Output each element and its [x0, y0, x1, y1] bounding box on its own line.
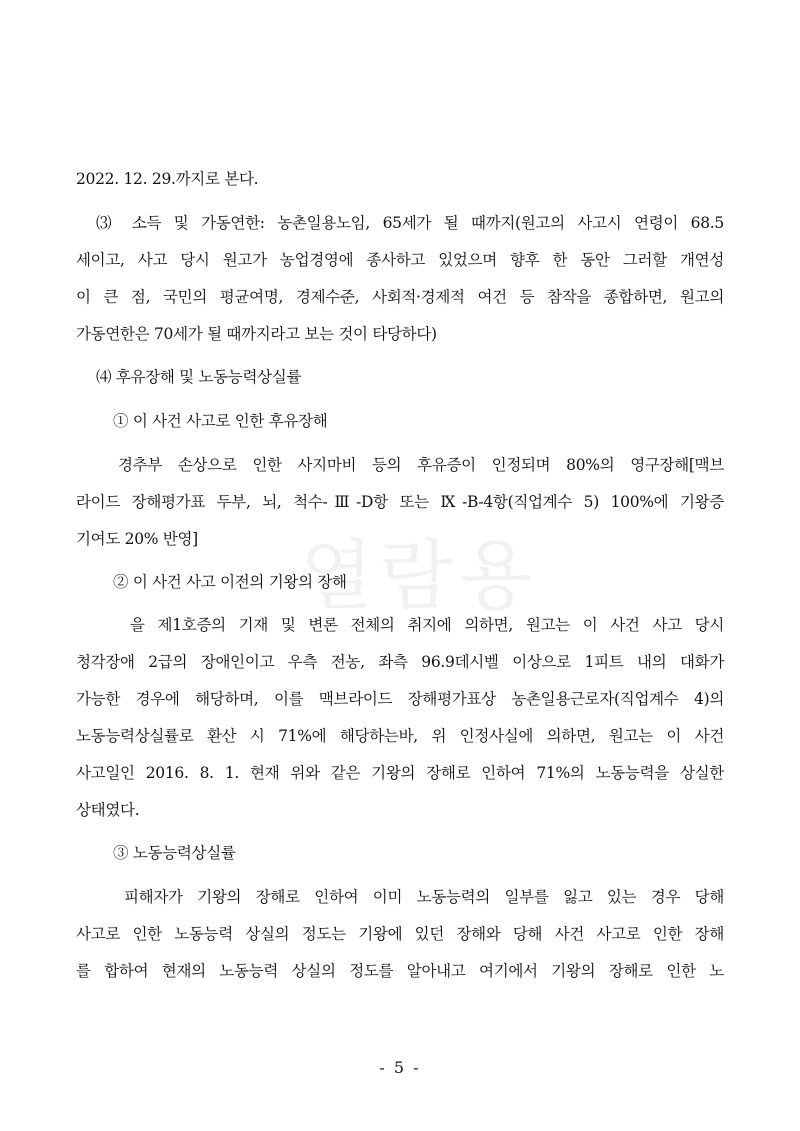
text-line: 청각장애 2급의 장애인이고 우측 전농, 좌측 96.9데시벨 이상으로 1피트 내의 대화가 [76, 653, 724, 671]
subsection-heading: ① 이 사건 사고로 인한 후유장해 [113, 412, 328, 430]
text-line: 상태였다. [76, 801, 140, 819]
text-line: 2022. 12. 29.까지로 본다. [76, 170, 259, 188]
text-line: 세이고, 사고 당시 원고가 농업경영에 종사하고 있었으며 향후 한 동안 그러할 개연성 [76, 251, 724, 269]
section-heading: ⑷ 후유장해 및 노동능력상실률 [96, 368, 302, 386]
text-line: 가능한 경우에 해당하며, 이를 맥브라이드 장해평가표상 농촌일용근로자(직업계수 4)의 [76, 690, 724, 708]
text-line: 을 제1호증의 기재 및 변론 전체의 취지에 의하면, 원고는 이 사건 사고 당시 [130, 616, 724, 634]
watermark: 열람용 [300, 531, 539, 620]
page-number: - 5 - [379, 1058, 421, 1077]
text-line: 를 합하여 현재의 노동능력 상실의 정도를 알아내고 여기에서 기왕의 장해로 인한 노 [76, 962, 724, 980]
text-line: 기여도 20% 반영] [76, 530, 198, 548]
text-line: 피해자가 기왕의 장해로 인하여 이미 노동능력의 일부를 잃고 있는 경우 당해 [124, 888, 724, 906]
text-line: 이 큰 점, 국민의 평균여명, 경제수준, 사회적·경제적 여건 등 참작을 종합하면, 원고의 [76, 288, 724, 306]
text-line: 가동연한은 70세가 될 때까지라고 보는 것이 타당하다) [76, 325, 437, 343]
text-line: 노동능력상실률로 환산 시 71%에 해당하는바, 위 인정사실에 의하면, 원고는 이 사건 [76, 727, 724, 745]
subsection-heading: ③ 노동능력상실률 [113, 844, 236, 862]
subsection-heading: ② 이 사건 사고 이전의 기왕의 장해 [113, 573, 347, 591]
text-line: 사고일인 2016. 8. 1. 현재 위와 같은 기왕의 장해로 인하여 71%의 노동능력을 상실한 [76, 764, 724, 782]
text-line: ⑶ 소득 및 가동연한: 농촌일용노임, 65세가 될 때까지(원고의 사고시 연령이 68.5 [96, 214, 724, 232]
text-line: 라이드 장해평가표 두부, 뇌, 척수-Ⅲ-D항 또는 Ⅸ-B-4항(직업계수 5) 100%에 기왕증 [76, 493, 724, 511]
text-line: 경추부 손상으로 인한 사지마비 등의 후유증이 인정되며 80%의 영구장해[맥브 [118, 456, 724, 474]
text-line: 사고로 인한 노동능력 상실의 정도는 기왕에 있던 장해와 당해 사건 사고로 인한 장해 [76, 925, 724, 943]
